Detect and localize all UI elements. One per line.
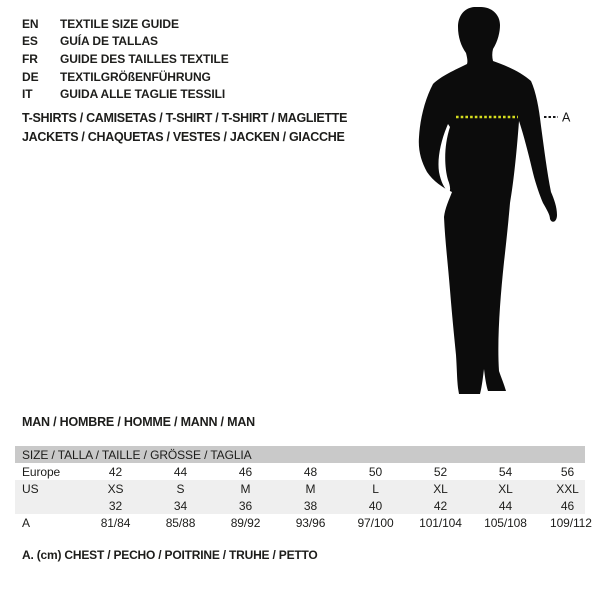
table-cell: 52 (433, 464, 448, 479)
language-title: TEXTILE SIZE GUIDE (60, 16, 179, 31)
table-cell: S (176, 481, 185, 496)
language-row (22, 85, 229, 103)
table-cell: 105/108 (484, 515, 527, 530)
table-cell: 93/96 (295, 515, 326, 530)
table-cell: 42 (108, 464, 123, 479)
category-line-tshirts: T-SHIRTS / CAMISETAS / T-SHIRT / T-SHIRT / MAGLIETTE (22, 111, 348, 125)
garment-categories (22, 109, 347, 147)
table-cell: 36 (238, 498, 253, 513)
measurement-footnote: A. (cm) CHEST / PECHO / POITRINE / TRUHE / PETTO (22, 548, 318, 562)
table-cell: 97/100 (357, 515, 394, 530)
language-title: GUIDA ALLE TAGLIE TESSILI (60, 87, 226, 102)
table-cell: 44 (173, 464, 188, 479)
language-row (22, 33, 229, 51)
table-row-chest (15, 514, 592, 531)
table-cell: 56 (560, 464, 575, 479)
table-cell: 44 (498, 498, 513, 513)
man-silhouette-body (419, 7, 557, 394)
table-cell: 40 (368, 498, 383, 513)
language-list (22, 15, 229, 103)
language-row (22, 68, 229, 86)
table-cell: 42 (433, 498, 448, 513)
language-row (22, 50, 229, 68)
measure-label-a: A (562, 110, 571, 125)
section-title-man: MAN / HOMBRE / HOMME / MANN / MAN (22, 415, 255, 429)
language-code: ES (22, 34, 38, 49)
category-line-jackets: JACKETS / CHAQUETAS / VESTES / JACKEN / GIACCHE (22, 130, 345, 144)
table-row-us (15, 480, 585, 497)
table-cell: 54 (498, 464, 513, 479)
row-label: US (22, 481, 39, 496)
row-label: Europe (22, 464, 61, 479)
table-cell: 32 (108, 498, 123, 513)
language-title: TEXTILGRÖßENFÜHRUNG (60, 69, 211, 84)
table-cell: 50 (368, 464, 383, 479)
table-cell: XS (107, 481, 124, 496)
language-code: DE (22, 69, 39, 84)
size-table (15, 446, 592, 531)
language-code: FR (22, 51, 38, 66)
table-cell: XL (433, 481, 448, 496)
language-code: IT (22, 87, 33, 102)
language-code: EN (22, 16, 39, 31)
table-header: SIZE / TALLA / TAILLE / GRÖSSE / TAGLIA (15, 446, 585, 463)
table-cell: 38 (303, 498, 318, 513)
table-row-europe (15, 463, 585, 480)
table-cell: 48 (303, 464, 318, 479)
language-row (22, 15, 229, 33)
table-cell: L (372, 481, 379, 496)
row-label: A (22, 515, 30, 530)
man-silhouette (405, 0, 585, 400)
table-cell: M (240, 481, 251, 496)
table-cell: 46 (560, 498, 575, 513)
table-cell: XXL (556, 481, 579, 496)
table-cell: 89/92 (230, 515, 261, 530)
table-cell: 101/104 (419, 515, 462, 530)
table-cell: M (305, 481, 316, 496)
language-title: GUIDE DES TAILLES TEXTILE (60, 51, 229, 66)
table-cell: 46 (238, 464, 253, 479)
table-cell: 34 (173, 498, 188, 513)
table-cell: 109/112 (550, 515, 592, 530)
table-cell: 81/84 (100, 515, 131, 530)
language-title: GUÍA DE TALLAS (60, 34, 158, 49)
table-cell: XL (498, 481, 513, 496)
table-cell: 85/88 (165, 515, 196, 530)
table-row-numeric (15, 497, 585, 514)
